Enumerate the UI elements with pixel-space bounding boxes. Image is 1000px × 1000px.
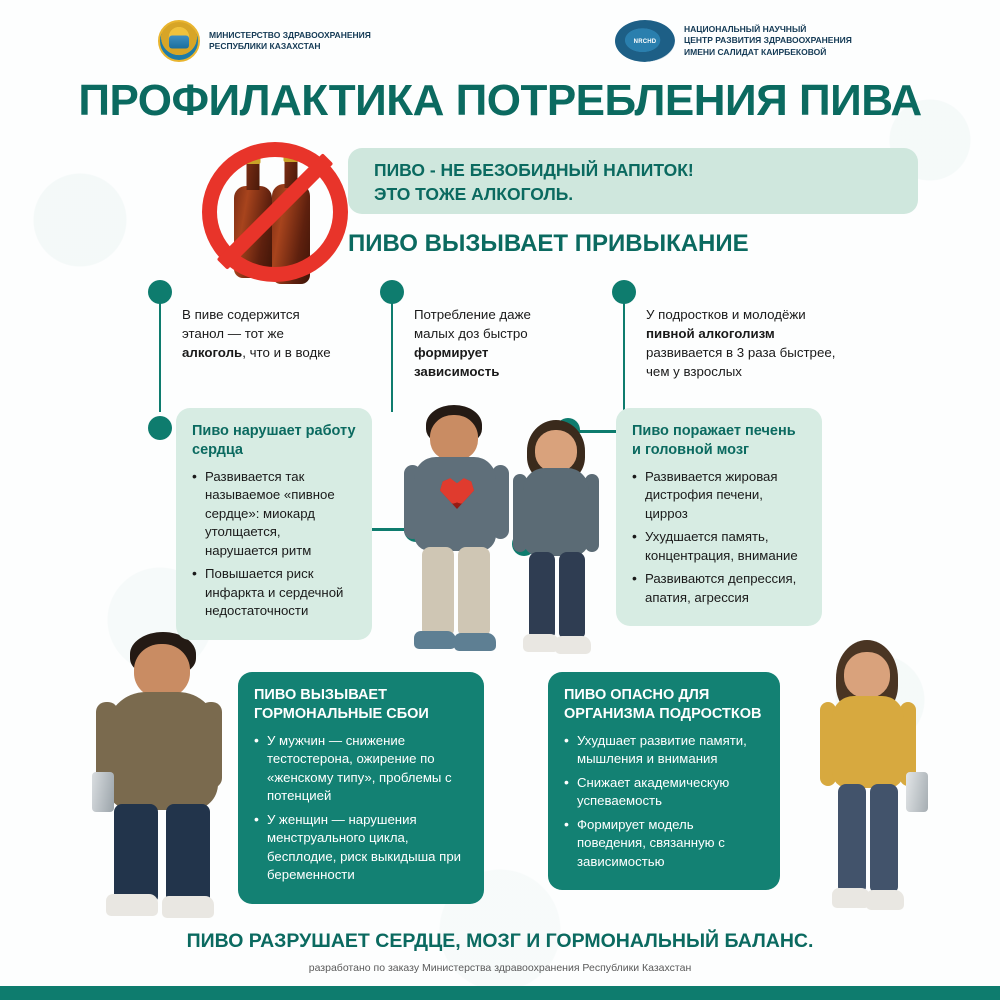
card-heart-list [192, 468, 356, 621]
footer-slogan: ПИВО РАЗРУШАЕТ СЕРДЦЕ, МОЗГ И ГОРМОНАЛЬНЫЙ БАЛАНС. [186, 930, 814, 952]
card-teens-title: ПИВО ОПАСНО ДЛЯ ОРГАНИЗМА ПОДРОСТКОВ [564, 687, 762, 722]
teen-girl-with-beer-can-figure [810, 640, 930, 925]
globe-icon [615, 20, 675, 62]
footer-bar [0, 986, 1000, 1000]
list-item: • Формирует модель поведения, связанную с зависимостью [564, 816, 764, 871]
shoe-left [832, 888, 870, 908]
leg-right [559, 552, 585, 638]
list-item: • У женщин — нарушения менструального цикла, бесплодие, риск выкидыша при беременности [254, 811, 468, 885]
card-liver-brain [616, 408, 822, 626]
leg-left [529, 552, 555, 638]
sad-teen-girl-figure [505, 420, 610, 675]
torso [523, 468, 589, 556]
fact-3-bold: пивной алкоголизм [646, 325, 775, 341]
list-item: • У мужчин — снижение тестостерона, ожирение по «женскому типу», проблемы с потенцией [254, 732, 468, 806]
fact-1-pre: В пиве содержится этанол — тот же [182, 307, 300, 341]
fact-block-2-text [414, 306, 574, 382]
list-item: • Ухудшает развитие памяти, мышления и внимания [564, 732, 764, 769]
shoe-left [414, 631, 456, 649]
headline-banner-line2: ЭТО ТОЖЕ АЛКОГОЛЬ. [374, 183, 574, 204]
head [430, 415, 478, 461]
list-item: • Снижает академическую успеваемость [564, 774, 764, 811]
beer-can-icon [92, 772, 114, 812]
fact-2-bold: формирует зависимость [414, 344, 500, 379]
section-subheading: ПИВО ВЫЗЫВАЕТ ПРИВЫКАНИЕ [348, 230, 749, 257]
nrchd-logo [615, 20, 852, 62]
ministry-logo-line2: РЕСПУБЛИКИ КАЗАХСТАН [209, 41, 321, 51]
fact-1-post: , что и в водке [242, 344, 331, 360]
overweight-boy-with-beer-can-figure [96, 632, 246, 922]
nrchd-logo-line1: НАЦИОНАЛЬНЫЙ НАУЧНЫЙ [684, 24, 807, 35]
headline-banner-line1: ПИВО - НЕ БЕЗОБИДНЫЙ НАПИТОК! [374, 160, 694, 180]
leg-right [166, 804, 210, 902]
leg-right [870, 784, 898, 892]
fact-3-post: развивается в 3 раза быстрее, чем у взрослых [646, 344, 836, 379]
shoe-right [162, 896, 214, 918]
head [535, 430, 577, 472]
footer-note: разработано по заказу Министерства здравоохранения Республики Казахстан [308, 962, 692, 974]
card-liver-brain-title: Пиво поражает печень и головной мозг [632, 423, 796, 458]
torso [106, 692, 218, 810]
shoe-right [454, 633, 496, 651]
torso [832, 696, 904, 788]
kazakhstan-emblem-icon [158, 20, 200, 62]
card-heart-title: Пиво нарушает работу сердца [192, 423, 356, 458]
card-hormonal-title: ПИВО ВЫЗЫВАЕТ ГОРМОНАЛЬНЫЕ СБОИ [254, 687, 429, 722]
fact-block-3-text [646, 306, 836, 382]
connector-line [391, 300, 393, 412]
card-heart [176, 408, 372, 640]
fact-3-pre: У подростков и молодёжи [646, 307, 806, 322]
nrchd-logo-line3: ИМЕНИ САЛИДАТ КАИРБЕКОВОЙ [684, 46, 827, 57]
card-teens-list [564, 732, 764, 871]
list-item: • Развивается жировая дистрофия печени, цирроз [632, 468, 806, 523]
overweight-boy-with-heart-figure [400, 405, 520, 670]
shoe-right [555, 636, 591, 654]
card-teens [548, 672, 780, 890]
list-item: • Развивается так называемое «пивное сердце»: миокард утолщается, нарушается ритм [192, 468, 356, 560]
leg-left [838, 784, 866, 892]
shoe-right [866, 890, 904, 910]
head [844, 652, 890, 698]
leg-left [422, 547, 454, 635]
fact-1-bold: алкоголь [182, 344, 243, 360]
bullet-dot-icon [148, 416, 172, 440]
page-title: ПРОФИЛАКТИКА ПОТРЕБЛЕНИЯ ПИВА [78, 76, 922, 125]
nrchd-logo-line2: ЦЕНТР РАЗВИТИЯ ЗДРАВООХРАНЕНИЯ [684, 35, 852, 46]
headline-banner [348, 148, 918, 214]
list-item: • Ухудшается память, концентрация, внимание [632, 528, 806, 565]
ministry-logo [158, 20, 371, 62]
globe-icon-label: NRCHD [633, 38, 657, 45]
shoe-left [106, 894, 158, 916]
connector-line [623, 300, 625, 412]
card-hormonal-list [254, 732, 468, 885]
list-item: • Развиваются депрессия, апатия, агрессия [632, 570, 806, 607]
no-beer-prohibition-icon [196, 136, 356, 288]
leg-right [458, 547, 490, 635]
ministry-logo-text [209, 30, 371, 53]
fact-2-pre: Потребление даже малых доз быстро [414, 307, 531, 341]
head [134, 644, 190, 698]
nrchd-logo-text [684, 24, 852, 58]
shoe-left [523, 634, 559, 652]
beer-can-icon [906, 772, 928, 812]
ministry-logo-line1: МИНИСТЕРСТВО ЗДРАВООХРАНЕНИЯ [209, 29, 371, 40]
fact-block-1-text [182, 306, 342, 363]
card-hormonal [238, 672, 484, 904]
connector-line [159, 300, 161, 412]
card-liver-brain-list [632, 468, 806, 607]
list-item: • Повышается риск инфаркта и сердечной недостаточности [192, 565, 356, 620]
leg-left [114, 804, 158, 902]
